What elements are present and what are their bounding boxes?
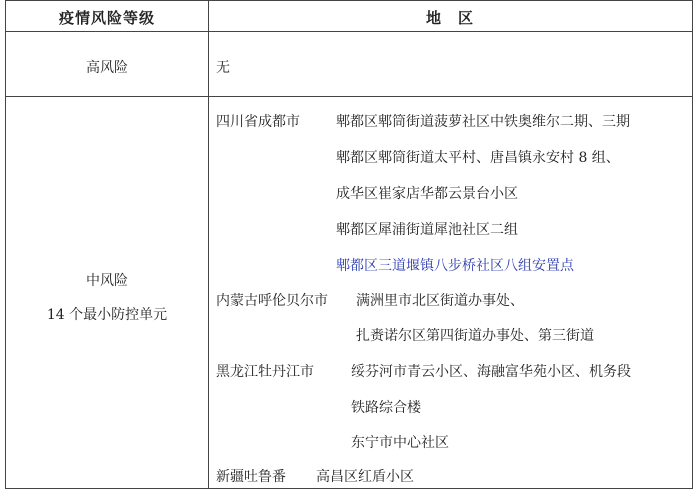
- medium-risk-count: 14 个最小防控单元: [46, 307, 168, 323]
- location-line: 郫都区郫筒街道太平村、唐昌镇永安村 8 组、: [336, 150, 620, 166]
- medium-risk-level: 中风险: [86, 273, 128, 289]
- region-sichuan-chengdu: 四川省成都市: [216, 114, 300, 130]
- location-line: 郫都区郫筒街道菠萝社区中铁奥维尔二期、三期: [336, 114, 630, 130]
- header-risk-level: 疫情风险等级: [58, 9, 155, 27]
- region-heilongjiang-mudanjiang: 黑龙江牡丹江市: [216, 364, 314, 380]
- header-divider: [6, 31, 692, 32]
- location-line: 高昌区红盾小区: [316, 469, 414, 485]
- location-line: 满洲里市北区街道办事处、: [356, 293, 524, 309]
- risk-table: [5, 0, 693, 489]
- location-line-highlighted: 郫都区三道堰镇八步桥社区八组安置点: [336, 258, 574, 274]
- location-line: 东宁市中心社区: [351, 435, 449, 451]
- column-divider: [208, 0, 209, 488]
- table-top-border: [6, 0, 692, 1]
- location-line: 铁路综合楼: [351, 400, 421, 416]
- region-xinjiang-turpan: 新疆吐鲁番: [216, 469, 286, 485]
- high-risk-level: 高风险: [86, 60, 128, 76]
- location-line: 扎赉诺尔区第四街道办事处、第三街道: [356, 328, 594, 344]
- region-inner-mongolia-hulunbuir: 内蒙古呼伦贝尔市: [216, 293, 328, 309]
- high-risk-divider: [6, 96, 692, 97]
- high-risk-areas: 无: [216, 60, 230, 76]
- location-line: 绥芬河市青云小区、海融富华苑小区、机务段: [351, 364, 631, 380]
- location-line: 郫都区犀浦街道犀池社区二组: [336, 222, 518, 238]
- location-line: 成华区崔家店华都云景台小区: [336, 186, 518, 202]
- header-region: 地 区: [425, 9, 474, 27]
